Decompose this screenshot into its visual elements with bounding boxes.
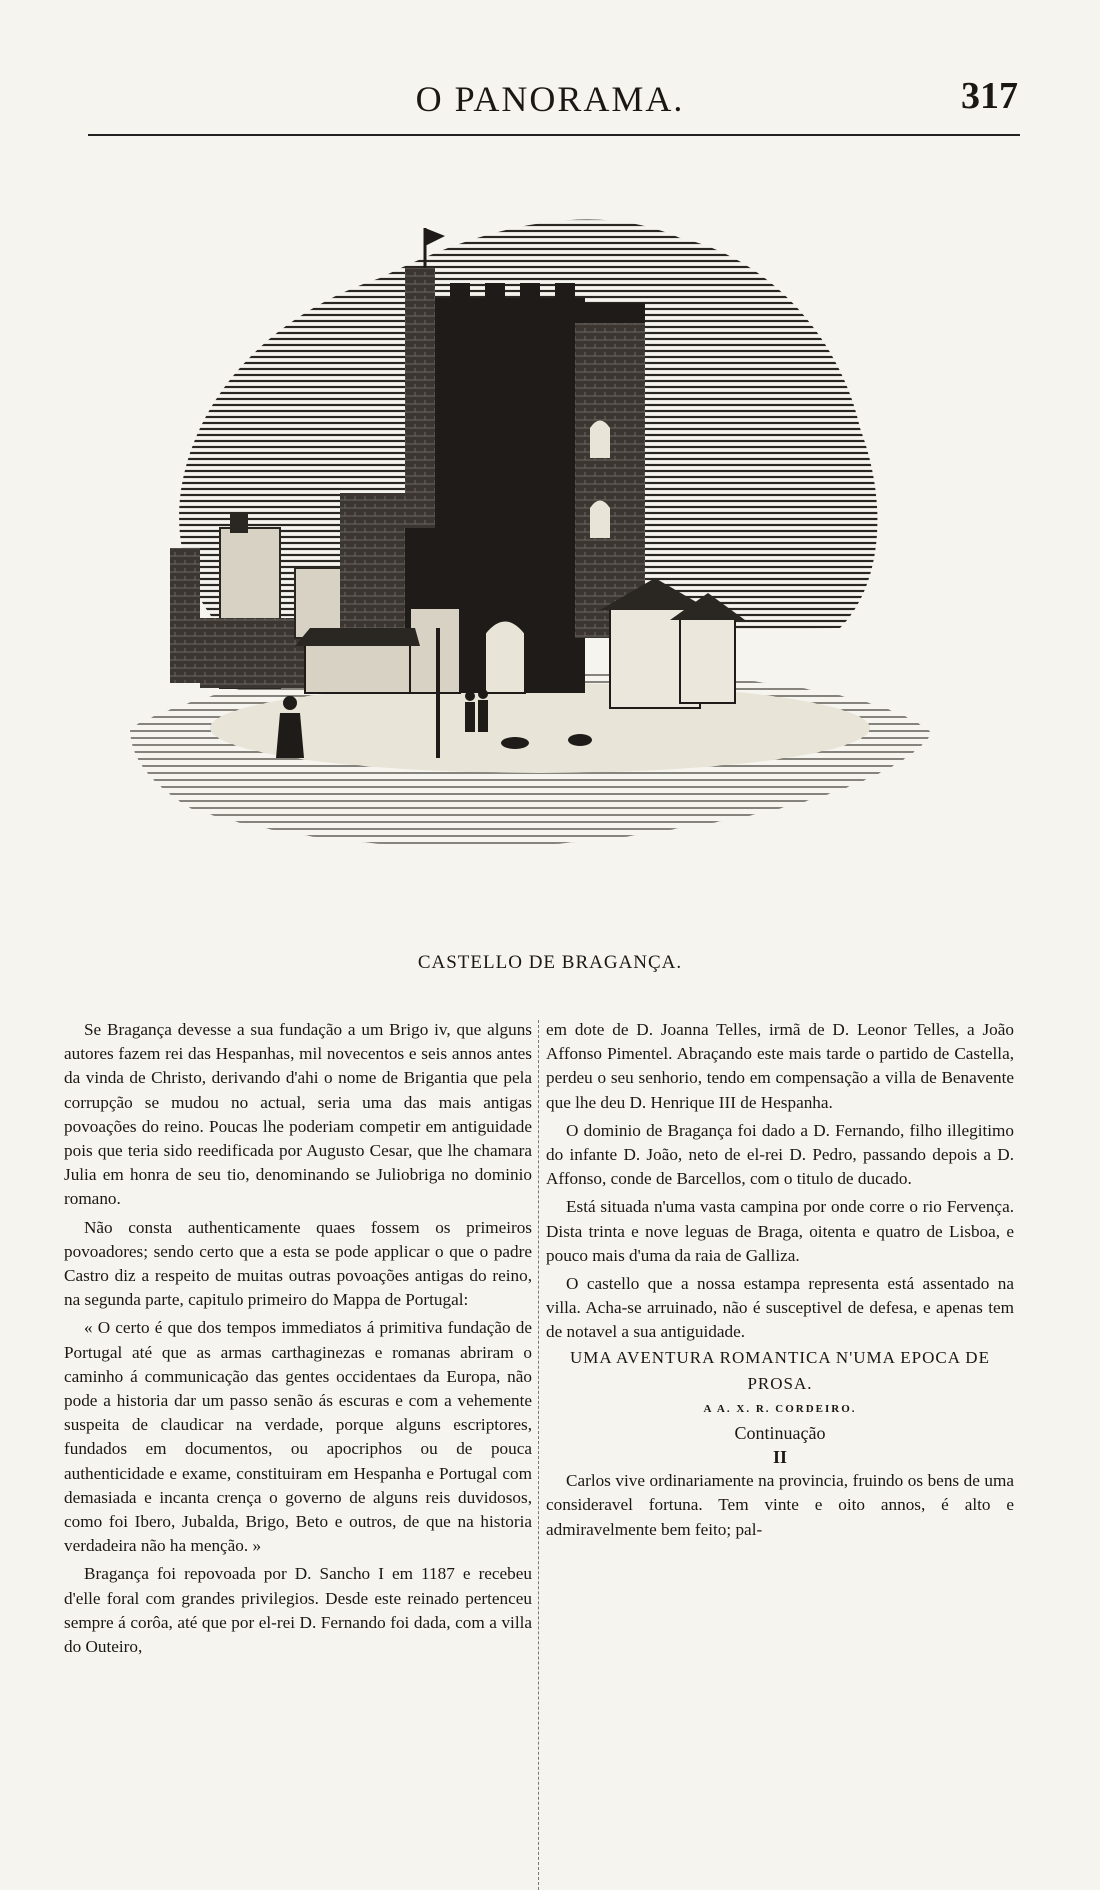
paragraph: Bragança foi repovoada por D. Sancho I em 1187 e recebeu d'elle foral com grandes privilegios. Desde este reinado pertenceu sempre á corôa, até que por el-rei D. Fernando foi dada, com a villa do Outeiro,: [64, 1564, 532, 1657]
journal-title: O PANORAMA.: [415, 79, 685, 119]
right-column: [546, 1018, 1014, 1542]
left-column: [64, 1018, 532, 1659]
paragraph: em dote de D. Joanna Telles, irmã de D. Leonor Telles, a João Affonso Pimentel. Abraçando este mais tarde o partido de Castella, perdeu o seu senhorio, tendo em compensação a villa de Benavente que lhe deu D. Henrique III de Hespanha.: [546, 1020, 1014, 1112]
continuation-label: Continuação: [734, 1422, 826, 1443]
right-tower: [575, 303, 645, 638]
paragraph: O dominio de Bragança foi dado a D. Fernando, filho illegitimo do infante D. João, neto de el-rei D. Pedro, passando depois a D. Affonso, conde de Barcellos, com o titulo de ducado.: [546, 1120, 1014, 1189]
masthead: [0, 75, 1100, 138]
quotation-paragraph: « O certo é que dos tempos immediatos á primitiva fundação de Portugal até que as armas carthaginezas e romanas abriram o caminho á communicação das gentes occidentaes da Europa, não pode a historia dar um passo senão ás escuras e com a vehemente suspeita de claudicar na verdade, porque alguns escriptores, fundados em documentos, ou apocriphos ou de pouca authenticidade e exame, constituiram em Hespanha e Portugal com demasiada e incanta crença o governo de alguns reis duvidosos, como foi Ibero, Jubalda, Brigo, Beto e outros, de que na historia verdadeira não ha menção. »: [64, 1318, 532, 1556]
chapter-number: II: [772, 1447, 787, 1468]
paragraph: Está situada n'uma vasta campina por onde corre o rio Fervença. Dista trinta e nove leguas de Braga, oitenta e quatro de Lisboa, e pouco mais d'uma da raia de Galliza.: [546, 1197, 1014, 1265]
castle-engraving: [120, 168, 950, 918]
shed: [295, 628, 420, 693]
paragraph: Carlos vive ordinariamente na provincia, fruindo os bens de uma consideravel fortuna. Tem vinte e oito annos, é alto e admiravelmente bem feito; pal-: [546, 1471, 1014, 1539]
header-rule: [88, 134, 1020, 136]
article-title: UMA AVENTURA ROMANTICA N'UMA EPOCA DE PROSA.: [570, 1347, 990, 1393]
main-keep: [405, 228, 585, 693]
paragraph: Não consta authenticamente quaes fossem os primeiros povoadores; sendo certo que a esta se pode applicar o que o padre Castro diz a respeito de muitas outras povoações antigas do reino, na segunda parte, capitulo primeiro do Mappa de Portugal:: [64, 1217, 532, 1310]
article-byline: A A. X. R. CORDEIRO.: [703, 1402, 857, 1415]
illustration-caption: CASTELLO DE BRAGANÇA.: [417, 952, 683, 973]
column-divider: [538, 1020, 539, 1890]
paragraph: O castello que a nossa estampa representa está assentado na villa. Acha-se arruinado, não é susceptivel de defesa, e apenas tem de notavel a sua antiguidade.: [546, 1274, 1014, 1342]
page-number: 317: [961, 75, 1018, 117]
paragraph: Se Bragança devesse a sua fundação a um Brigo iv, que alguns autores fazem rei das Hespanhas, mil novecentos e seis annos antes da vinda de Christo, derivando d'ahi o nome de Brigantia que pela corrupção se mudou no actual, seria uma das mais antigas povoações do reino. Poucas lhe poderiam competir em antiguidade pois que teria sido reedificada por Augusto Cesar, que lhe chamara Julia em honra de seu tio, denominando se Juliobriga no dominio romano.: [64, 1020, 532, 1209]
